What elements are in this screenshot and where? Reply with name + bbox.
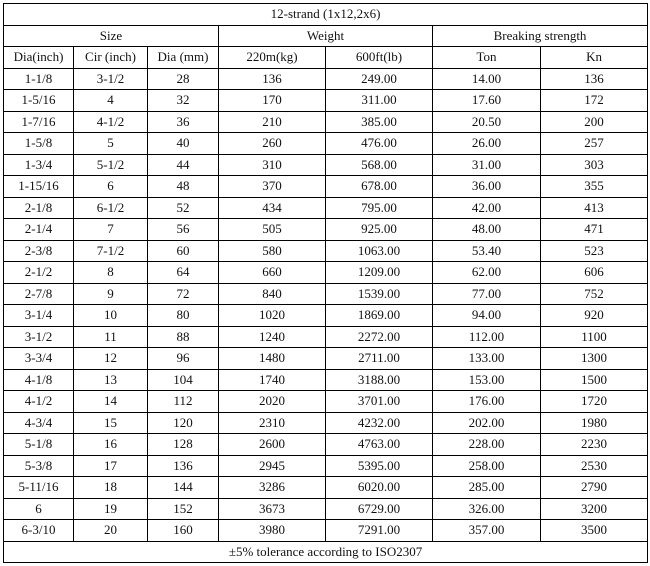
cell-weight-lb: 4232.00 <box>326 412 433 434</box>
cell-weight-kg: 434 <box>219 197 326 219</box>
cell-ton: 36.00 <box>433 176 541 198</box>
cell-kn: 2790 <box>541 477 648 499</box>
cell-weight-kg: 1240 <box>219 326 326 348</box>
table-row <box>4 326 648 348</box>
cell-kn: 3500 <box>541 520 648 542</box>
cell-dia-inch: 1-3/4 <box>4 154 74 176</box>
cell-dia-inch: 1-15/16 <box>4 176 74 198</box>
cell-weight-lb: 1063.00 <box>326 240 433 262</box>
cell-weight-lb: 1209.00 <box>326 262 433 284</box>
cell-weight-kg: 170 <box>219 90 326 112</box>
cell-ton: 153.00 <box>433 369 541 391</box>
table-row <box>4 477 648 499</box>
cell-ton: 77.00 <box>433 283 541 305</box>
cell-weight-kg: 505 <box>219 219 326 241</box>
table-row <box>4 154 648 176</box>
cell-dia-inch: 5-1/8 <box>4 434 74 456</box>
cell-dia-mm: 48 <box>148 176 219 198</box>
cell-kn: 1500 <box>541 369 648 391</box>
cell-dia-mm: 72 <box>148 283 219 305</box>
cell-cir-inch: 4-1/2 <box>74 111 148 133</box>
table-title: 12-strand (1x12,2x6) <box>4 4 648 26</box>
cell-dia-mm: 128 <box>148 434 219 456</box>
cell-ton: 202.00 <box>433 412 541 434</box>
column-header-dia-mm: Dia (mm) <box>148 47 219 69</box>
table-row <box>4 498 648 520</box>
cell-cir-inch: 4 <box>74 90 148 112</box>
cell-dia-inch: 2-7/8 <box>4 283 74 305</box>
cell-cir-inch: 13 <box>74 369 148 391</box>
cell-weight-lb: 1539.00 <box>326 283 433 305</box>
cell-dia-mm: 32 <box>148 90 219 112</box>
cell-dia-inch: 3-1/2 <box>4 326 74 348</box>
cell-dia-inch: 2-1/8 <box>4 197 74 219</box>
cell-weight-kg: 580 <box>219 240 326 262</box>
cell-cir-inch: 18 <box>74 477 148 499</box>
table-row <box>4 133 648 155</box>
cell-dia-inch: 5-11/16 <box>4 477 74 499</box>
cell-weight-lb: 678.00 <box>326 176 433 198</box>
cell-dia-mm: 44 <box>148 154 219 176</box>
cell-ton: 20.50 <box>433 111 541 133</box>
cell-ton: 48.00 <box>433 219 541 241</box>
cell-weight-kg: 1020 <box>219 305 326 327</box>
cell-cir-inch: 20 <box>74 520 148 542</box>
cell-kn: 1720 <box>541 391 648 413</box>
column-header-cir-inch: Cir (inch) <box>74 47 148 69</box>
cell-kn: 1980 <box>541 412 648 434</box>
cell-dia-mm: 160 <box>148 520 219 542</box>
cell-dia-inch: 1-5/16 <box>4 90 74 112</box>
cell-dia-inch: 2-1/4 <box>4 219 74 241</box>
cell-ton: 112.00 <box>433 326 541 348</box>
cell-dia-inch: 2-3/8 <box>4 240 74 262</box>
cell-cir-inch: 16 <box>74 434 148 456</box>
cell-dia-mm: 152 <box>148 498 219 520</box>
cell-ton: 258.00 <box>433 455 541 477</box>
cell-weight-kg: 136 <box>219 68 326 90</box>
cell-dia-mm: 52 <box>148 197 219 219</box>
cell-kn: 471 <box>541 219 648 241</box>
table-row <box>4 305 648 327</box>
cell-kn: 172 <box>541 90 648 112</box>
cell-weight-lb: 795.00 <box>326 197 433 219</box>
column-header-row <box>4 47 648 69</box>
cell-dia-mm: 80 <box>148 305 219 327</box>
cell-dia-inch: 4-1/2 <box>4 391 74 413</box>
cell-weight-lb: 3188.00 <box>326 369 433 391</box>
table-row <box>4 262 648 284</box>
cell-dia-mm: 64 <box>148 262 219 284</box>
cell-kn: 200 <box>541 111 648 133</box>
cell-ton: 285.00 <box>433 477 541 499</box>
cell-dia-inch: 1-1/8 <box>4 68 74 90</box>
cell-cir-inch: 7 <box>74 219 148 241</box>
cell-cir-inch: 6-1/2 <box>74 197 148 219</box>
table-row <box>4 520 648 542</box>
cell-weight-lb: 1869.00 <box>326 305 433 327</box>
table-row <box>4 348 648 370</box>
cell-dia-mm: 96 <box>148 348 219 370</box>
cell-weight-lb: 476.00 <box>326 133 433 155</box>
column-header-weight-lb: 600ft(lb) <box>326 47 433 69</box>
cell-cir-inch: 5 <box>74 133 148 155</box>
cell-weight-kg: 2020 <box>219 391 326 413</box>
cell-ton: 62.00 <box>433 262 541 284</box>
cell-weight-kg: 1480 <box>219 348 326 370</box>
cell-kn: 257 <box>541 133 648 155</box>
cell-cir-inch: 10 <box>74 305 148 327</box>
column-header-dia-inch: Dia(inch) <box>4 47 74 69</box>
cell-weight-lb: 311.00 <box>326 90 433 112</box>
table-row <box>4 219 648 241</box>
cell-ton: 326.00 <box>433 498 541 520</box>
cell-kn: 136 <box>541 68 648 90</box>
table-row <box>4 369 648 391</box>
cell-kn: 1300 <box>541 348 648 370</box>
group-header-row <box>4 25 648 47</box>
cell-kn: 355 <box>541 176 648 198</box>
cell-weight-kg: 370 <box>219 176 326 198</box>
table-row <box>4 111 648 133</box>
cell-weight-kg: 3673 <box>219 498 326 520</box>
cell-dia-inch: 6-3/10 <box>4 520 74 542</box>
cell-dia-mm: 60 <box>148 240 219 262</box>
cell-cir-inch: 6 <box>74 176 148 198</box>
cell-weight-kg: 2600 <box>219 434 326 456</box>
cell-weight-lb: 2711.00 <box>326 348 433 370</box>
table-row <box>4 455 648 477</box>
weight-group-header: Weight <box>219 25 433 47</box>
cell-weight-kg: 210 <box>219 111 326 133</box>
cell-weight-lb: 925.00 <box>326 219 433 241</box>
cell-dia-inch: 2-1/2 <box>4 262 74 284</box>
cell-cir-inch: 5-1/2 <box>74 154 148 176</box>
cell-kn: 523 <box>541 240 648 262</box>
table-row <box>4 391 648 413</box>
cell-weight-lb: 6729.00 <box>326 498 433 520</box>
table-row <box>4 90 648 112</box>
cell-dia-inch: 6 <box>4 498 74 520</box>
cell-ton: 176.00 <box>433 391 541 413</box>
cell-dia-mm: 36 <box>148 111 219 133</box>
cell-weight-kg: 660 <box>219 262 326 284</box>
cell-weight-lb: 6020.00 <box>326 477 433 499</box>
cell-weight-kg: 2310 <box>219 412 326 434</box>
cell-dia-inch: 3-3/4 <box>4 348 74 370</box>
cell-dia-mm: 144 <box>148 477 219 499</box>
cell-cir-inch: 7-1/2 <box>74 240 148 262</box>
cell-weight-lb: 568.00 <box>326 154 433 176</box>
table-row <box>4 240 648 262</box>
cell-dia-inch: 1-7/16 <box>4 111 74 133</box>
cell-ton: 357.00 <box>433 520 541 542</box>
cell-weight-kg: 840 <box>219 283 326 305</box>
column-header-ton: Ton <box>433 47 541 69</box>
table-row <box>4 412 648 434</box>
cell-dia-mm: 88 <box>148 326 219 348</box>
cell-dia-mm: 104 <box>148 369 219 391</box>
cell-kn: 752 <box>541 283 648 305</box>
rope-spec-table <box>3 3 648 563</box>
cell-cir-inch: 17 <box>74 455 148 477</box>
cell-cir-inch: 15 <box>74 412 148 434</box>
title-row <box>4 4 648 26</box>
cell-weight-lb: 249.00 <box>326 68 433 90</box>
cell-kn: 3200 <box>541 498 648 520</box>
cell-dia-mm: 56 <box>148 219 219 241</box>
cell-dia-inch: 3-1/4 <box>4 305 74 327</box>
column-header-weight-kg: 220m(kg) <box>219 47 326 69</box>
cell-ton: 14.00 <box>433 68 541 90</box>
table-row <box>4 176 648 198</box>
cell-cir-inch: 3-1/2 <box>74 68 148 90</box>
cell-kn: 303 <box>541 154 648 176</box>
cell-dia-mm: 120 <box>148 412 219 434</box>
cell-ton: 133.00 <box>433 348 541 370</box>
cell-kn: 920 <box>541 305 648 327</box>
cell-dia-mm: 28 <box>148 68 219 90</box>
cell-weight-lb: 3701.00 <box>326 391 433 413</box>
cell-weight-lb: 2272.00 <box>326 326 433 348</box>
cell-weight-lb: 7291.00 <box>326 520 433 542</box>
cell-cir-inch: 19 <box>74 498 148 520</box>
cell-ton: 94.00 <box>433 305 541 327</box>
cell-cir-inch: 12 <box>74 348 148 370</box>
cell-ton: 31.00 <box>433 154 541 176</box>
cell-kn: 606 <box>541 262 648 284</box>
cell-weight-kg: 260 <box>219 133 326 155</box>
cell-kn: 413 <box>541 197 648 219</box>
cell-dia-inch: 4-1/8 <box>4 369 74 391</box>
cell-weight-kg: 3286 <box>219 477 326 499</box>
table-row <box>4 197 648 219</box>
cell-ton: 228.00 <box>433 434 541 456</box>
footer-row <box>4 541 648 563</box>
cell-dia-inch: 4-3/4 <box>4 412 74 434</box>
tolerance-note: ±5% tolerance according to ISO2307 <box>4 541 648 563</box>
cell-ton: 53.40 <box>433 240 541 262</box>
cell-cir-inch: 11 <box>74 326 148 348</box>
cell-cir-inch: 8 <box>74 262 148 284</box>
column-header-kn: Kn <box>541 47 648 69</box>
cell-weight-lb: 4763.00 <box>326 434 433 456</box>
cell-dia-mm: 136 <box>148 455 219 477</box>
cell-cir-inch: 14 <box>74 391 148 413</box>
cell-ton: 26.00 <box>433 133 541 155</box>
breaking-strength-group-header: Breaking strength <box>433 25 648 47</box>
cell-cir-inch: 9 <box>74 283 148 305</box>
cell-weight-lb: 5395.00 <box>326 455 433 477</box>
cell-dia-mm: 112 <box>148 391 219 413</box>
cell-weight-kg: 1740 <box>219 369 326 391</box>
cell-ton: 17.60 <box>433 90 541 112</box>
cell-weight-kg: 2945 <box>219 455 326 477</box>
cell-dia-inch: 5-3/8 <box>4 455 74 477</box>
cell-weight-kg: 3980 <box>219 520 326 542</box>
size-group-header: Size <box>4 25 219 47</box>
cell-kn: 2530 <box>541 455 648 477</box>
table-row <box>4 68 648 90</box>
cell-dia-mm: 40 <box>148 133 219 155</box>
cell-dia-inch: 1-5/8 <box>4 133 74 155</box>
table-row <box>4 283 648 305</box>
cell-kn: 2230 <box>541 434 648 456</box>
cell-weight-kg: 310 <box>219 154 326 176</box>
cell-kn: 1100 <box>541 326 648 348</box>
cell-ton: 42.00 <box>433 197 541 219</box>
cell-weight-lb: 385.00 <box>326 111 433 133</box>
table-row <box>4 434 648 456</box>
